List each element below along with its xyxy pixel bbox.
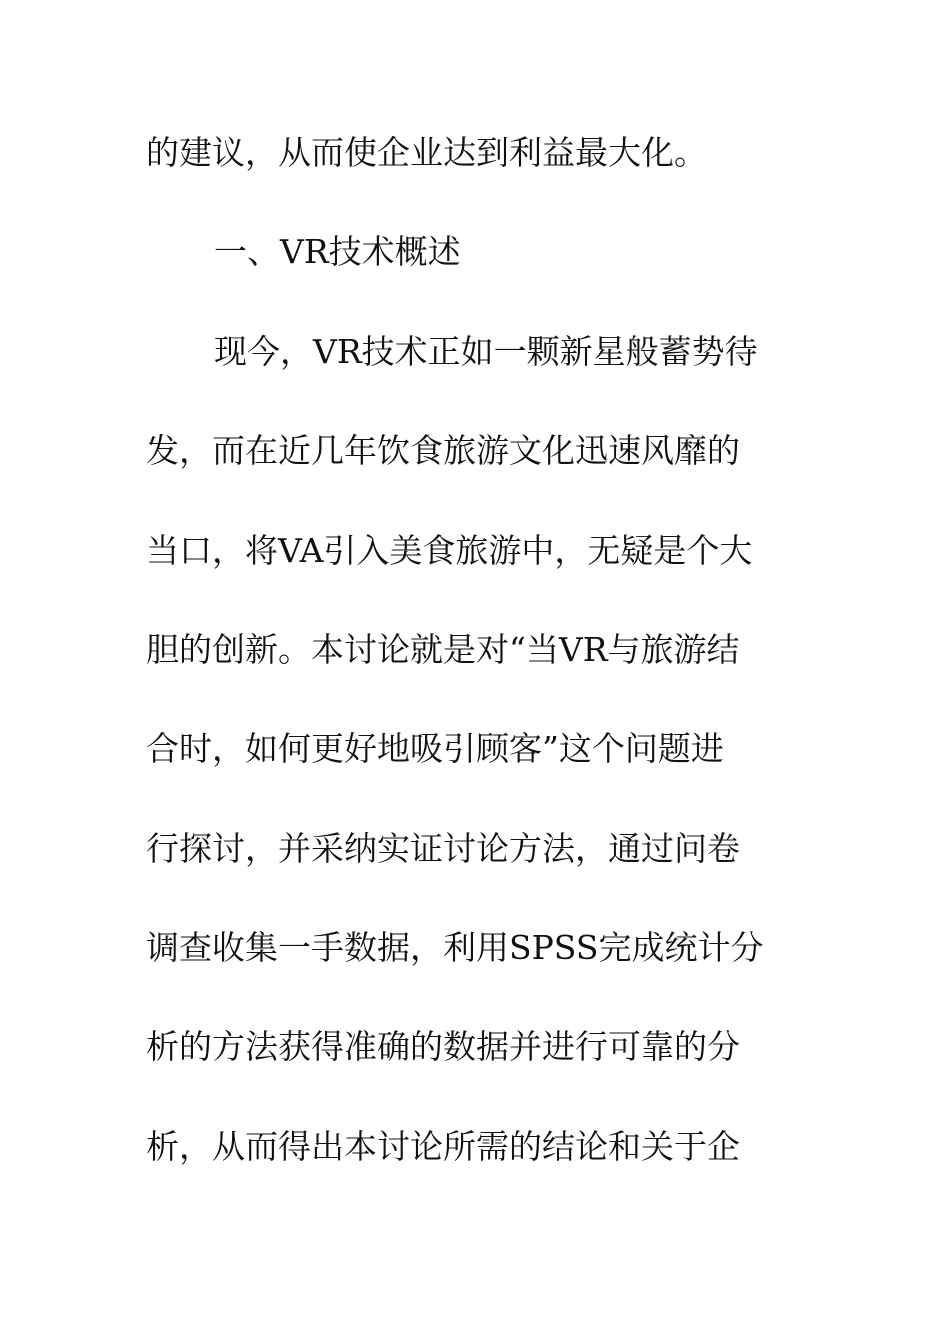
text-line: 当口，将VA引入美食旅游中，无疑是个大 xyxy=(146,531,753,570)
text-line: 析，从而得出本讨论所需的结论和关于企 xyxy=(146,1127,740,1166)
section-heading: 一、VR技术概述 xyxy=(214,232,461,271)
text-line: 调查收集一手数据，利用SPSS完成统计分 xyxy=(146,928,764,967)
text-line: 发，而在近几年饮食旅游文化迅速风靡的 xyxy=(146,431,740,470)
paragraph-first-line: 现今，VR技术正如一颗新星般蓄势待 xyxy=(214,332,758,371)
text-line: 合时，如何更好地吸引顾客”这个问题进 xyxy=(146,729,724,768)
text-line: 的建议，从而使企业达到利益最大化。 xyxy=(146,133,707,172)
text-line: 析的方法获得准确的数据并进行可靠的分 xyxy=(146,1027,740,1066)
text-line: 行探讨，并采纳实证讨论方法，通过问卷 xyxy=(146,829,740,868)
text-line: 胆的创新。本讨论就是对“当VR与旅游结 xyxy=(146,630,740,669)
